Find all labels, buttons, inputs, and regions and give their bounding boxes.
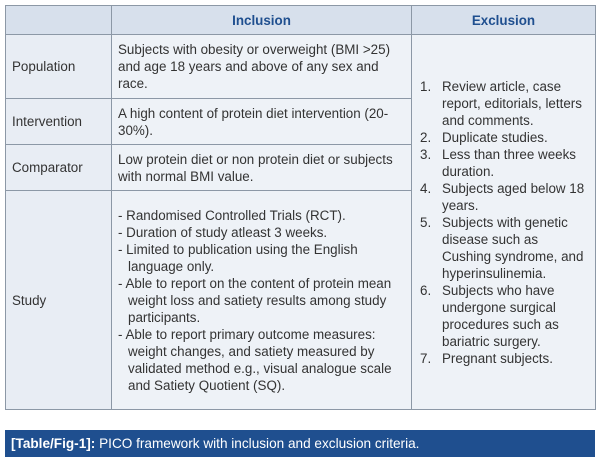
list-item: 4. Subjects aged below 18 years.: [420, 180, 585, 213]
study-criteria-list: [118, 207, 405, 394]
pico-table: [5, 5, 596, 410]
list-item: 6. Subjects who have undergone surgical procedures such as bariatric surgery.: [420, 282, 559, 349]
exclusion-cell: [412, 35, 596, 410]
caption-text: PICO framework with inclusion and exclusion criteria.: [95, 436, 420, 451]
inclusion-list-cell: [112, 191, 412, 410]
list-item: 1. Review article, case report, editorials, letters and comments.: [420, 78, 582, 128]
inclusion-text: Subjects with obesity or overweight (BMI >25) and age 18 years and above of any sex and race.: [112, 35, 412, 99]
row-label: Intervention: [6, 99, 112, 145]
row-label: Study: [6, 191, 112, 410]
list-item: 2. Duplicate studies.: [420, 129, 548, 145]
list-item: 5. Subjects with genetic disease such as Cushing syndrome, and hyperinsulinemia.: [420, 214, 584, 281]
list-item: - Duration of study atleast 3 weeks.: [118, 224, 328, 240]
list-item: - Able to report on the content of protein mean weight loss and satiety results among study participants.: [118, 275, 392, 325]
inclusion-text: Low protein diet or non protein diet or subjects with normal BMI value.: [112, 145, 412, 191]
list-item: - Limited to publication using the English language only.: [118, 241, 358, 274]
header-blank: [6, 6, 112, 35]
list-item: - Able to report primary outcome measures: weight changes, and satiety measured by validated method e.g., visual analogue scale and Satiety Quotient (SQ).: [118, 326, 392, 393]
header-exclusion: Exclusion: [412, 6, 596, 35]
caption-ref: [Table/Fig-1]:: [11, 436, 96, 451]
row-label: Population: [6, 35, 112, 99]
list-item: 7. Pregnant subjects.: [420, 350, 553, 366]
row-label: Comparator: [6, 145, 112, 191]
figure-caption: [5, 430, 595, 457]
list-item: - Randomised Controlled Trials (RCT).: [118, 207, 346, 223]
inclusion-text: A high content of protein diet intervention (20-30%).: [112, 99, 412, 145]
row-population: [6, 35, 596, 99]
header-row: [6, 6, 596, 35]
exclusion-list: [420, 78, 589, 367]
header-inclusion: Inclusion: [112, 6, 412, 35]
list-item: 3. Less than three weeks duration.: [420, 146, 576, 179]
